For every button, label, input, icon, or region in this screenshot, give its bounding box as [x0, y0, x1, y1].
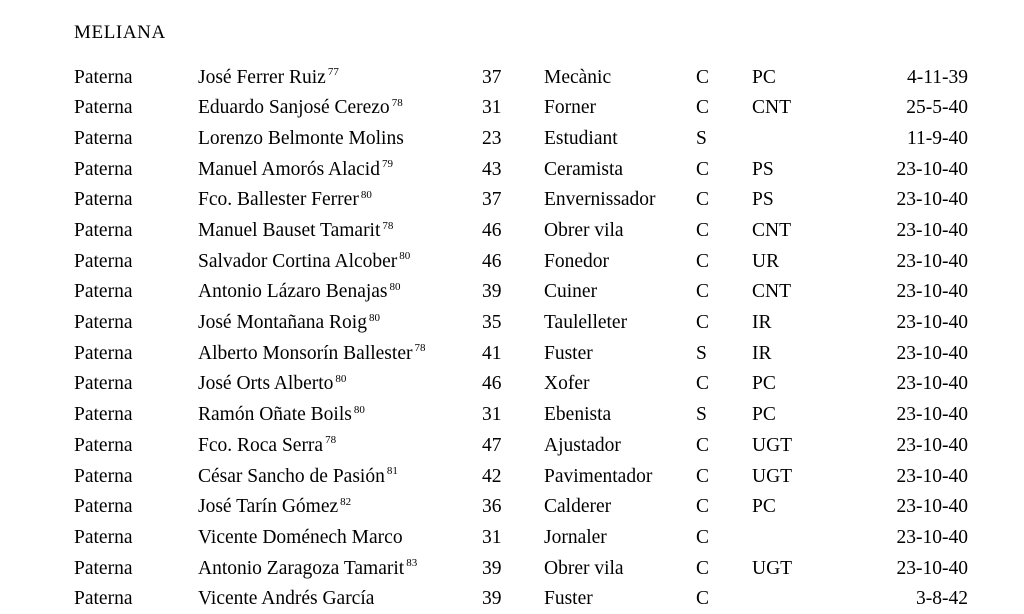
cell-town: Paterna: [74, 373, 133, 395]
cell-date: 4-11-39: [906, 66, 968, 88]
footnote-marker: 78: [414, 342, 426, 355]
cell-town: Paterna: [74, 250, 133, 272]
cell-sex: C: [696, 66, 710, 88]
cell-name: José Ferrer Ruiz $^{77}$: [198, 66, 339, 88]
cell-name: Fco. Ballester Ferrer $^{80}$: [198, 188, 372, 211]
cell-affiliation: CNT: [752, 220, 791, 242]
footnote-marker: 79: [381, 158, 393, 171]
footnote-marker: 82: [340, 495, 352, 508]
cell-age: 37: [482, 189, 502, 211]
cell-town: Paterna: [74, 312, 133, 334]
cell-sex: C: [696, 465, 710, 487]
footnote-marker: 77: [327, 66, 339, 79]
cell-sex: C: [696, 373, 710, 395]
cell-age: 31: [482, 97, 502, 119]
table-row: [74, 277, 968, 308]
cell-date: 23-10-40: [896, 312, 968, 334]
cell-age: 31: [482, 404, 502, 426]
cell-sex: C: [696, 496, 710, 518]
cell-sex: C: [696, 526, 710, 548]
cell-age: 46: [482, 250, 502, 272]
cell-town: Paterna: [74, 404, 133, 426]
cell-date: 11-9-40: [906, 127, 968, 149]
cell-sex: C: [696, 588, 710, 610]
table-row: [74, 154, 968, 185]
cell-name: Vicente Andrés García: [198, 588, 375, 610]
cell-name: Vicente Doménech Marco: [198, 526, 403, 548]
footnote-marker: 80: [399, 250, 411, 263]
cell-sex: C: [696, 557, 710, 579]
records-table-body: [74, 62, 968, 614]
cell-affiliation: [752, 123, 844, 154]
cell-occupation: Fuster: [544, 342, 593, 364]
cell-name: Antonio Zaragoza Tamarit $^{83}$: [198, 557, 418, 579]
cell-date: 23-10-40: [896, 189, 968, 211]
cell-affiliation: IR: [752, 342, 772, 364]
cell-sex: C: [696, 250, 710, 272]
cell-date: 23-10-40: [896, 158, 968, 180]
footnote-marker: 80: [353, 403, 365, 416]
cell-age: 46: [482, 220, 502, 242]
cell-occupation: Ajustador: [544, 434, 621, 456]
footnote-marker: 80: [360, 188, 372, 201]
cell-age: 39: [482, 588, 502, 610]
cell-name: Alberto Monsorín Ballester $^{78}$: [198, 342, 426, 364]
cell-affiliation: CNT: [752, 281, 791, 303]
footnote-marker: 78: [382, 219, 394, 232]
cell-age: 47: [482, 434, 502, 456]
cell-occupation: Taulelleter: [544, 312, 628, 334]
cell-sex: C: [696, 434, 710, 456]
cell-occupation: Obrer vila: [544, 220, 624, 242]
page-title: MELIANA: [74, 22, 166, 43]
footnote-marker: 78: [391, 96, 403, 109]
cell-affiliation: UGT: [752, 557, 793, 579]
cell-town: Paterna: [74, 557, 133, 579]
cell-date: 23-10-40: [896, 281, 968, 303]
cell-date: 23-10-40: [896, 404, 968, 426]
cell-sex: C: [696, 281, 710, 303]
cell-name: José Tarín Gómez $^{82}$: [198, 495, 352, 518]
table-row: [74, 400, 968, 431]
table-row: [74, 215, 968, 246]
cell-age: 41: [482, 342, 502, 364]
cell-name: Manuel Amorós Alacid $^{79}$: [198, 158, 393, 180]
cell-date: 23-10-40: [896, 250, 968, 272]
cell-town: Paterna: [74, 158, 133, 180]
cell-date: 23-10-40: [896, 220, 968, 242]
cell-affiliation: PC: [752, 404, 776, 426]
table-row: [74, 62, 968, 93]
footnote-marker: 81: [386, 465, 398, 478]
cell-town: Paterna: [74, 496, 133, 518]
cell-town: Paterna: [74, 127, 133, 149]
cell-name: Fco. Roca Serra $^{78}$: [198, 434, 337, 456]
cell-occupation: Forner: [544, 97, 596, 119]
table-row: [74, 461, 968, 492]
cell-age: 37: [482, 66, 502, 88]
cell-age: 23: [482, 127, 502, 149]
table-row: [74, 522, 968, 553]
cell-affiliation: UR: [752, 250, 780, 272]
cell-affiliation: PC: [752, 496, 776, 518]
cell-affiliation: PS: [752, 158, 774, 180]
cell-name: José Montañana Roig $^{80}$: [198, 311, 380, 334]
cell-date: 25-5-40: [906, 97, 968, 119]
footnote-marker: 80: [389, 280, 401, 293]
records-table: [74, 62, 968, 614]
table-row: [74, 492, 968, 523]
cell-sex: C: [696, 312, 710, 334]
cell-town: Paterna: [74, 434, 133, 456]
cell-date: 23-10-40: [896, 342, 968, 364]
table-row: [74, 308, 968, 339]
cell-affiliation: CNT: [752, 97, 791, 119]
cell-age: 43: [482, 158, 502, 180]
cell-name: César Sancho de Pasión $^{81}$: [198, 465, 398, 487]
cell-town: Paterna: [74, 465, 133, 487]
cell-town: Paterna: [74, 342, 133, 364]
table-row: [74, 553, 968, 584]
cell-name: José Orts Alberto $^{80}$: [198, 372, 347, 395]
cell-name: Salvador Cortina Alcober $^{80}$: [198, 250, 411, 272]
cell-affiliation: PS: [752, 189, 774, 211]
cell-occupation: Estudiant: [544, 127, 618, 149]
footnote-marker: 80: [335, 372, 347, 385]
cell-town: Paterna: [74, 588, 133, 610]
table-row: [74, 185, 968, 216]
cell-sex: C: [696, 189, 710, 211]
table-row: [74, 584, 968, 614]
cell-sex: C: [696, 220, 710, 242]
cell-date: 23-10-40: [896, 496, 968, 518]
cell-affiliation: [752, 584, 844, 614]
cell-affiliation: [752, 522, 844, 553]
cell-date: 23-10-40: [896, 465, 968, 487]
table-row: [74, 338, 968, 369]
cell-affiliation: PC: [752, 66, 776, 88]
cell-affiliation: PC: [752, 373, 776, 395]
cell-name: Antonio Lázaro Benajas $^{80}$: [198, 280, 401, 303]
cell-age: 35: [482, 312, 502, 334]
cell-sex: S: [696, 342, 707, 364]
table-row: [74, 369, 968, 400]
cell-sex: S: [696, 127, 707, 149]
cell-town: Paterna: [74, 66, 133, 88]
cell-date: 23-10-40: [896, 373, 968, 395]
cell-date: 23-10-40: [896, 526, 968, 548]
cell-town: Paterna: [74, 526, 133, 548]
cell-occupation: Cuiner: [544, 281, 598, 303]
cell-occupation: Ceramista: [544, 158, 624, 180]
footnote-marker: 80: [368, 311, 380, 324]
cell-town: Paterna: [74, 97, 133, 119]
table-row: [74, 123, 968, 154]
cell-age: 36: [482, 496, 502, 518]
cell-age: 31: [482, 526, 502, 548]
cell-occupation: Mecànic: [544, 66, 612, 88]
cell-occupation: Pavimentador: [544, 465, 653, 487]
cell-date: 3-8-42: [916, 588, 968, 610]
cell-sex: S: [696, 404, 707, 426]
cell-occupation: Xofer: [544, 373, 590, 395]
cell-occupation: Obrer vila: [544, 557, 624, 579]
cell-town: Paterna: [74, 189, 133, 211]
cell-occupation: Calderer: [544, 496, 612, 518]
cell-date: 23-10-40: [896, 434, 968, 456]
cell-occupation: Jornaler: [544, 526, 607, 548]
cell-date: 23-10-40: [896, 557, 968, 579]
cell-name: Eduardo Sanjosé Cerezo $^{78}$: [198, 96, 403, 119]
cell-sex: C: [696, 97, 710, 119]
cell-name: Manuel Bauset Tamarit $^{78}$: [198, 219, 394, 242]
table-row: [74, 430, 968, 461]
footnote-marker: 83: [406, 557, 418, 570]
table-row: [74, 246, 968, 277]
cell-occupation: Envernissador: [544, 189, 656, 211]
cell-affiliation: UGT: [752, 434, 793, 456]
cell-name: Lorenzo Belmonte Molins: [198, 127, 404, 149]
cell-name: Ramón Oñate Boils $^{80}$: [198, 403, 365, 426]
cell-age: 39: [482, 557, 502, 579]
cell-affiliation: IR: [752, 312, 772, 334]
cell-age: 42: [482, 465, 502, 487]
cell-occupation: Fonedor: [544, 250, 609, 272]
table-row: [74, 93, 968, 124]
cell-age: 46: [482, 373, 502, 395]
cell-town: Paterna: [74, 220, 133, 242]
cell-age: 39: [482, 281, 502, 303]
footnote-marker: 78: [325, 434, 337, 447]
cell-town: Paterna: [74, 281, 133, 303]
cell-occupation: Fuster: [544, 588, 593, 610]
cell-sex: C: [696, 158, 710, 180]
cell-affiliation: UGT: [752, 465, 793, 487]
cell-occupation: Ebenista: [544, 404, 612, 426]
